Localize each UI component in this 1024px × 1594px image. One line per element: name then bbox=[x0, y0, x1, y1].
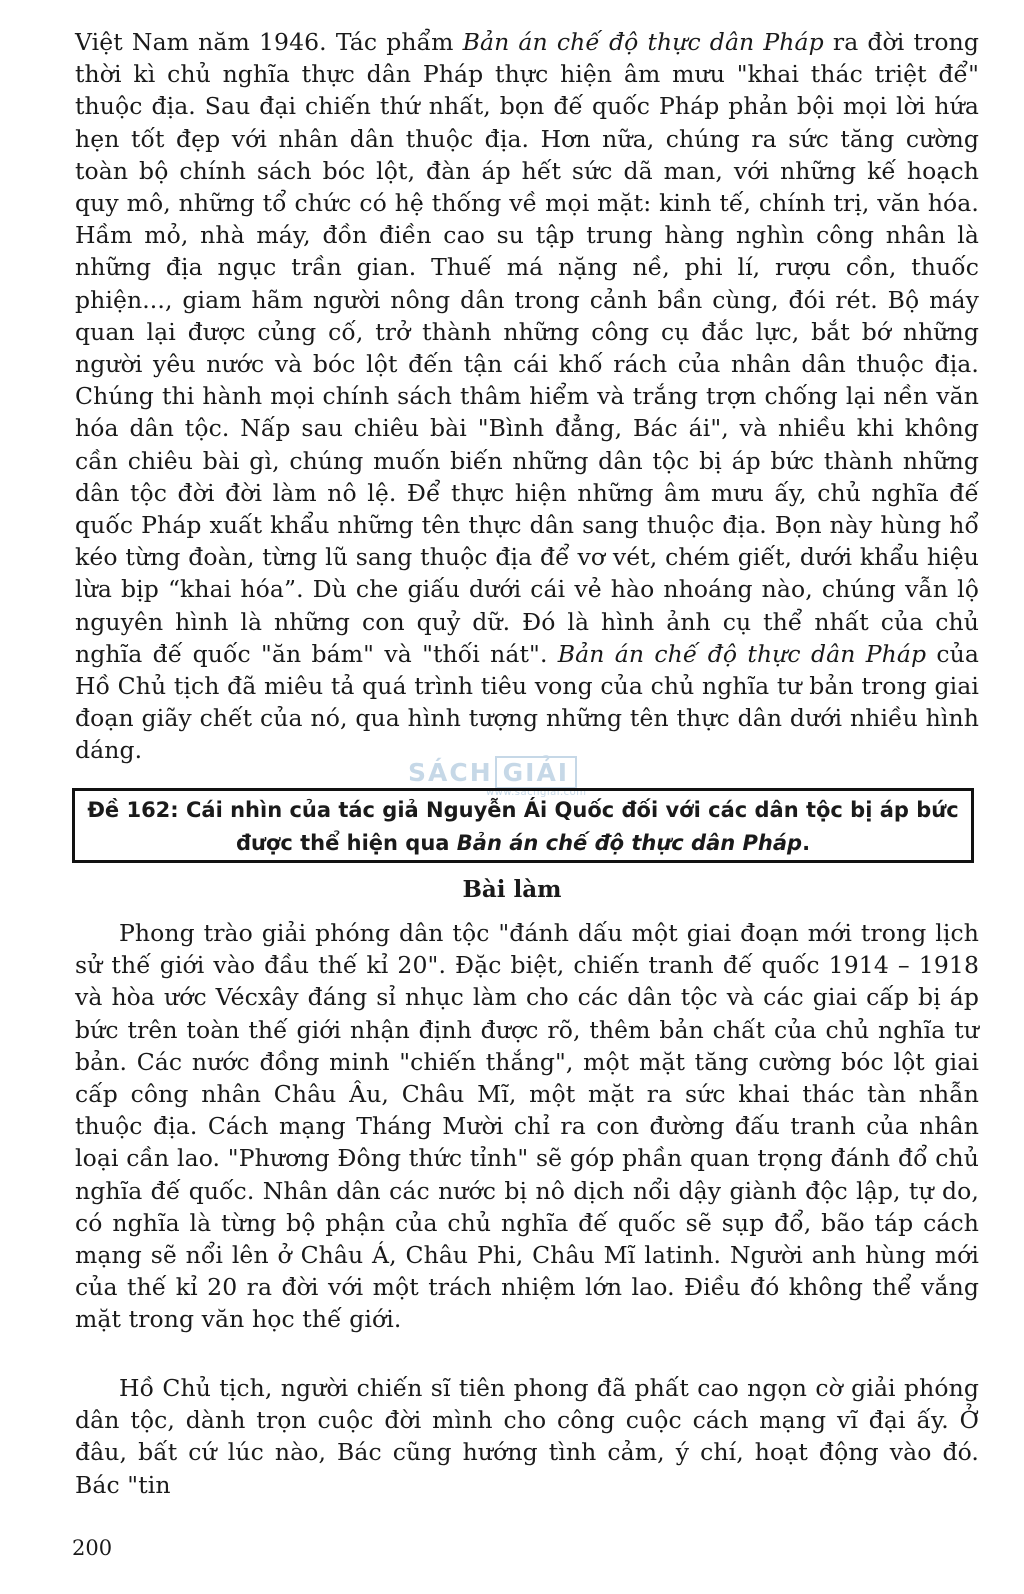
work-title: Bản án chế độ thực dân Pháp bbox=[462, 28, 824, 56]
paragraph-answer-2: Hồ Chủ tịch, người chiến sĩ tiên phong đã phất cao ngọn cờ giải phóng dân tộc, dành trọn cuộc đời mình cho công cuộc cách mạng vĩ đại ấy. Ở đâu, bất cứ lúc nào, Bác cũng hướng tình cảm, ý chí, hoạt động vào đó. Bác "tin bbox=[75, 1374, 979, 1499]
topic-work-title: Bản án chế độ thực dân Pháp bbox=[456, 831, 803, 855]
paragraph-answer-1: Phong trào giải phóng dân tộc "đánh dấu một giai đoạn mới trong lịch sử thế giới vào đầu thế kỉ 20". Đặc biệt, chiến tranh đế quốc 1914 – 1918 và hòa ước Vécxây đáng sỉ nhục làm cho các dân tộc và các giai cấp bị áp bức trên toàn thế giới nhận định được rõ, thêm bản chất của chủ nghĩa tư bản. Các nước đồng minh "chiến thắng", một mặt tăng cường bóc lột giai cấp công nhân Châu Âu, Châu Mĩ, một mặt ra sức khai thác tàn nhẫn thuộc địa. Cách mạng Tháng Mười chỉ ra con đường đấu tranh của nhân loại cần lao. "Phương Đông thức tỉnh" sẽ góp phần quan trọng đánh đổ chủ nghĩa đế quốc. Nhân dân các nước bị nô dịch nổi dậy giành độc lập, tự do, có nghĩa là từng bộ phận của chủ nghĩa đế quốc sẽ sụp đổ, bão táp cách mạng sẽ nổi lên ở Châu Á, Châu Phi, Châu Mĩ latinh. Người anh hùng mới của thế kỉ 20 ra đời với một trách nhiệm lớn lao. Điều đó không thể vắng mặt trong văn học thế giới. bbox=[75, 919, 979, 1334]
section-heading: Bài làm bbox=[462, 876, 562, 903]
text-segment: của Hồ Chủ tịch đã miêu tả quá trình tiêu vong của chủ nghĩa tư bản trong giai đoạn giãy chết của nó, qua hình tượng những tên thực dân dưới nhiều hình dáng. bbox=[75, 639, 980, 765]
text-segment: ra đời trong thời kì chủ nghĩa thực dân Pháp thực hiện âm mưu "khai thác triệt để" thuộc địa. Sau đại chiến thứ nhất, bọn đế quốc Pháp phản bội mọi lời hứa hẹn tốt đẹp với nhân dân thuộc địa. Hơn nữa, chúng ra sức tăng cường toàn bộ chính sách bóc lột, đàn áp hết sức dã man, với những kế hoạch quy mô, những tổ chức có hệ thống về mọi mặt: kinh tế, chính trị, văn hóa. Hầm mỏ, nhà máy, đồn điền cao su tập trung hàng nghìn công nhân là những địa ngục trần gian. Thuế má nặng nề, phi lí, rượu cồn, thuốc phiện..., giam hãm người nông dân trong cảnh bần cùng, đói rét. Bộ máy quan lại được củng cố, trở thành những công cụ đắc lực, bắt bớ những người yêu nước và bóc lột đến tận cái khố rách của nhân dân thuộc địa. Chúng thi hành mọi chính sách thâm hiểm và trắng trợn chống lại nền văn hóa dân tộc. Nấp sau chiêu bài "Bình đẳng, Bác ái", và nhiều khi không cần chiêu bài gì, chúng muốn biến những dân tộc bị áp bức thành những dân tộc đời đời làm nô lệ. Để thực hiện những âm mưu ấy, chủ nghĩa đế quốc Pháp xuất khẩu những tên thực dân sang thuộc địa. Bọn này hùng hổ kéo từng đoàn, từng lũ sang thuộc địa để vơ vét, chém giết, dưới khẩu hiệu lừa bịp “khai hóa”. Dù che giấu dưới cái vẻ hào nhoáng nào, chúng vẫn lộ nguyên hình là những con quỷ dữ. Đó là hình ảnh cụ thể nhất của chủ nghĩa đế quốc "ăn bám" và "thối nát". bbox=[75, 28, 979, 668]
work-title: Bản án chế độ thực dân Pháp bbox=[557, 639, 927, 668]
topic-text: Đề 162: Cái nhìn của tác giả Nguyễn Ái Quốc đối với các dân tộc bị áp bức được thể hiện qua bbox=[87, 798, 959, 855]
page-number: 200 bbox=[72, 1536, 113, 1560]
paragraph-intro bbox=[75, 26, 979, 767]
watermark-url: www.sachgiai.com bbox=[486, 787, 587, 798]
watermark-boxed-text: GIẢI bbox=[495, 756, 577, 789]
topic-box bbox=[72, 788, 974, 863]
topic-suffix: . bbox=[802, 831, 811, 855]
watermark-text: SÁCH bbox=[408, 758, 493, 787]
text-segment: Việt Nam năm 1946. Tác phẩm bbox=[75, 28, 463, 56]
